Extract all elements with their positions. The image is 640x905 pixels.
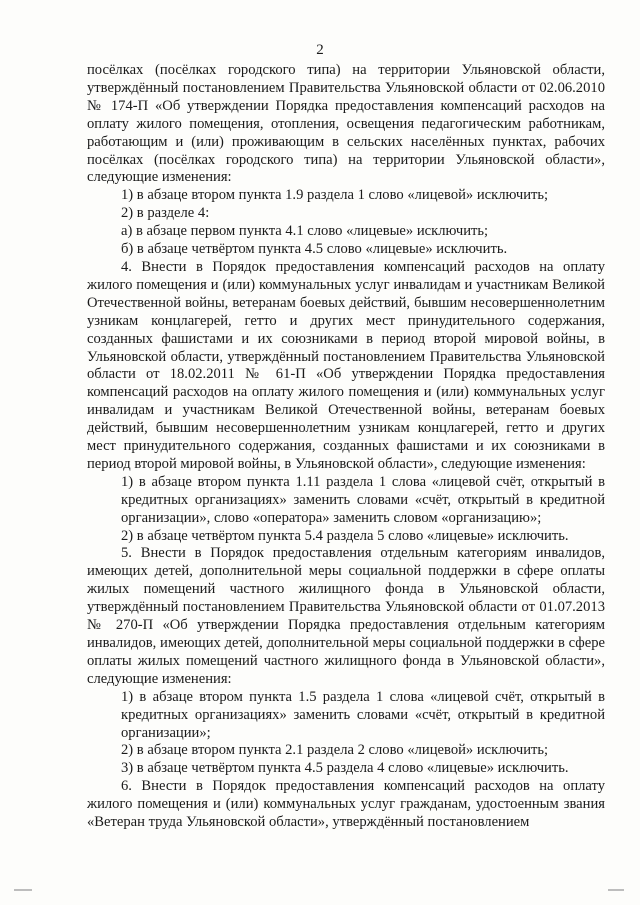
paragraph: 1) в абзаце втором пункта 1.9 раздела 1 слово «лицевой» исключить; [121,187,549,204]
paragraph: 2) в разделе 4: [121,205,210,222]
scan-artifact [608,889,624,891]
paragraph: 2) в абзаце втором пункта 2.1 раздела 2 слово «лицевой» исключить; [121,742,549,759]
paragraph: 4. Внести в Порядок предоставления компенсаций расходов на оплату жилого помещения и (или) коммунальных услуг инвалидам и участникам Великой Отечественной войны, ветеранам боевых действий, бывшим несовершеннолетним узникам концлагерей, гетто и других мест принудительного содержания, созданных фашистами и их союзниками в период второй мировой войны, в Ульяновской области, утверждённый постановлением Правительства Ульяновской области от 18.02.2011 № 61-П «Об утверждении Порядка предоставления компенсаций расходов на оплату жилого помещения и (или) коммунальных услуг инвалидам и участникам Великой Отечественной войны, ветеранам боевых действий, бывшим несовершеннолетним узникам концлагерей, гетто и других мест принудительного содержания, созданных фашистами и их союзниками в период второй мировой войны, в Ульяновской области», следующие изменения: [87,258,605,472]
paragraph: 5. Внести в Порядок предоставления отдельным категориям инвалидов, имеющих детей, дополнительной меры социальной поддержки в сфере оплаты жилых помещений частного жилищного фонда в Ульяновской области, утверждённый постановлением Правительства Ульяновской области от 01.07.2013 № 270-П «Об утверждении Порядка предоставления отдельным категориям инвалидов, имеющих детей, дополнительной меры социальной поддержки в сфере оплаты жилых помещений частного жилищного фонда в Ульяновской области», следующие изменения: [87,545,605,687]
paragraph: 2) в абзаце четвёртом пункта 5.4 раздела 5 слово «лицевые» исключить. [121,527,569,544]
paragraph: 3) в абзаце четвёртом пункта 4.5 раздела 4 слово «лицевые» исключить. [121,760,569,777]
scan-artifact [14,889,32,891]
document-body [87,62,605,832]
paragraph: б) в абзаце четвёртом пункта 4.5 слово «лицевые» исключить. [121,241,508,258]
paragraph: посёлках (посёлках городского типа) на территории Ульяновской области, утверждённый постановлением Правительства Ульяновской области от 02.06.2010 № 174-П «Об утверждении Порядка предоставления компенсаций расходов на оплату жилого помещения, отопления, освещения педагогическим работникам, работающим и (или) проживающим в сельских населённых пунктах, рабочих посёлках (посёлках городского типа) на территории Ульяновской области», следующие изменения: [87,62,605,186]
paragraph: а) в абзаце первом пункта 4.1 слово «лицевые» исключить; [121,223,489,240]
paragraph: 1) в абзаце втором пункта 1.5 раздела 1 слова «лицевой счёт, открытый в кредитных организациях» заменить словами «счёт, открытый в кредитной организации»; [121,688,605,741]
paragraph: 1) в абзаце втором пункта 1.11 раздела 1 слова «лицевой счёт, открытый в кредитных организациях» заменить словами «счёт, открытый в кредитной организации», слово «оператора» заменить словом «организацию»; [121,473,605,526]
paragraph: 6. Внести в Порядок предоставления компенсаций расходов на оплату жилого помещения и (или) коммунальных услуг гражданам, удостоенным звания «Ветеран труда Ульяновской области», утверждённый постановлением [87,778,605,831]
page-number: 2 [316,42,324,58]
